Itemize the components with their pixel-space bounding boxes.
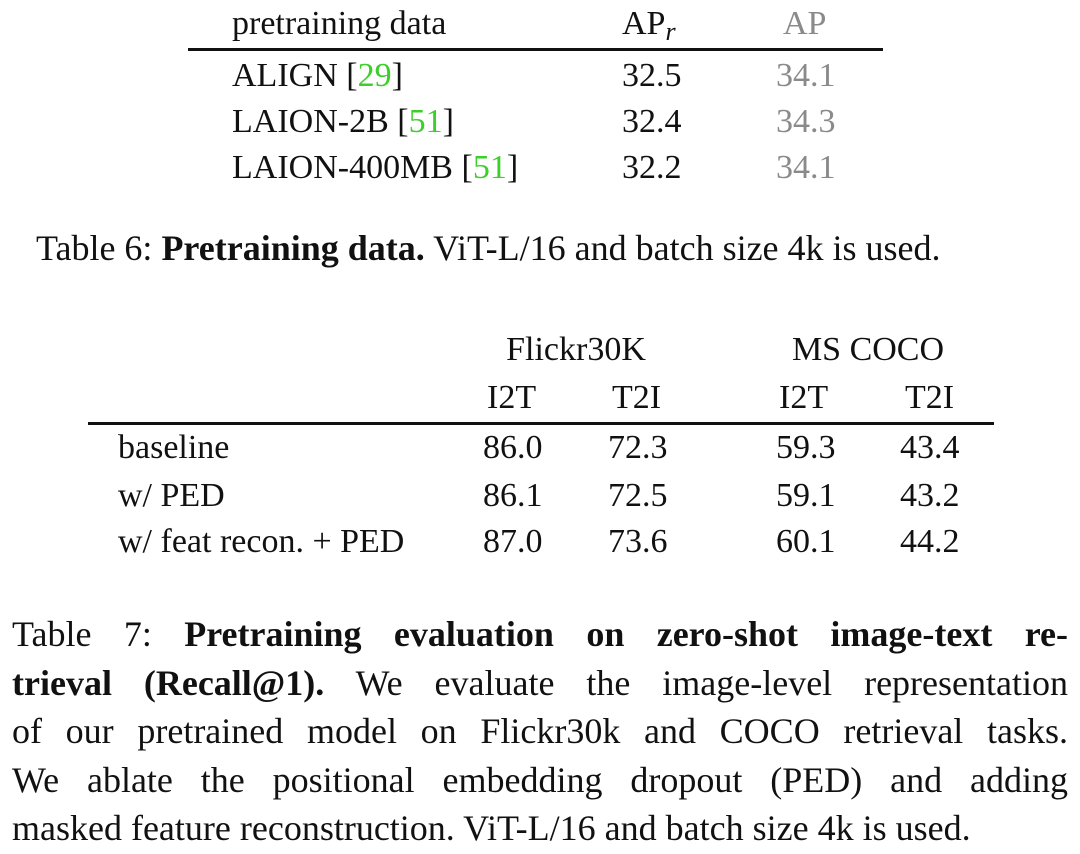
t6-caption: Table 6: Pretraining data. ViT-L/16 and batch size 4k is used. — [36, 228, 941, 268]
t7-cell: 86.1 — [483, 477, 543, 514]
t6-row-ap: 34.1 — [776, 149, 836, 186]
t6-header-data: pretraining data — [232, 5, 447, 42]
t7-group-coco: MS COCO — [791, 331, 945, 368]
t7-sub-i2t: I2T — [779, 379, 829, 416]
t6-header-ap: AP — [783, 5, 827, 42]
caption-line: We ablate the positional embedding dropout (PED) and adding — [12, 759, 1068, 800]
t6-row-ap: 34.3 — [776, 103, 836, 140]
t7-cell: 43.2 — [900, 477, 960, 514]
t7-cell: 59.1 — [776, 477, 836, 514]
t6-header-apr: $AP_r$ — [622, 5, 676, 46]
citation-link[interactable]: 51 — [472, 149, 507, 186]
t7-cell: 72.3 — [608, 429, 668, 466]
t6-row-apr: 32.2 — [622, 149, 682, 186]
t7-sub-t2i: T2I — [905, 379, 955, 416]
t7-cell: 43.4 — [900, 429, 960, 466]
t7-group-flickr: Flickr30K — [506, 331, 646, 368]
t7-row-name: w/ feat recon. + PED — [118, 523, 405, 560]
t7-cell: 72.5 — [608, 477, 668, 514]
t7-cell: 44.2 — [900, 523, 960, 560]
t7-sub-i2t: I2T — [487, 379, 537, 416]
t6-row-name: LAION-400MB [51] — [232, 149, 519, 186]
t7-row-name: baseline — [118, 429, 230, 466]
t6-row-ap: 34.1 — [776, 57, 836, 94]
t7-cell: 60.1 — [776, 523, 836, 560]
t7-sub-t2i: T2I — [612, 379, 662, 416]
t6-row-name: ALIGN [29] — [232, 57, 403, 94]
t7-cell: 73.6 — [608, 523, 668, 560]
t6-row-apr: 32.4 — [622, 103, 682, 140]
t6-row-name: LAION-2B [51] — [232, 103, 454, 140]
citation-link[interactable]: 29 — [357, 57, 392, 94]
t6-row-apr: 32.5 — [622, 57, 682, 94]
caption-line: trieval (Recall@1). We evaluate the image-level representation — [12, 662, 1068, 703]
t7-row-name: w/ PED — [118, 477, 225, 514]
t6-header-rule — [188, 48, 883, 51]
caption-line: of our pretrained model on Flickr30k and COCO retrieval tasks. — [12, 711, 1068, 751]
t7-cell: 87.0 — [483, 523, 543, 560]
t7-cell: 86.0 — [483, 429, 543, 466]
citation-link[interactable]: 51 — [408, 103, 443, 140]
caption-line: Table 7: Pretraining evaluation on zero-shot image-text re- — [12, 614, 1068, 654]
t7-caption — [12, 610, 1068, 853]
t7-cell: 59.3 — [776, 429, 836, 466]
caption-line: masked feature reconstruction. ViT-L/16 and batch size 4k is used. — [12, 808, 971, 848]
t7-header-rule — [88, 422, 994, 425]
